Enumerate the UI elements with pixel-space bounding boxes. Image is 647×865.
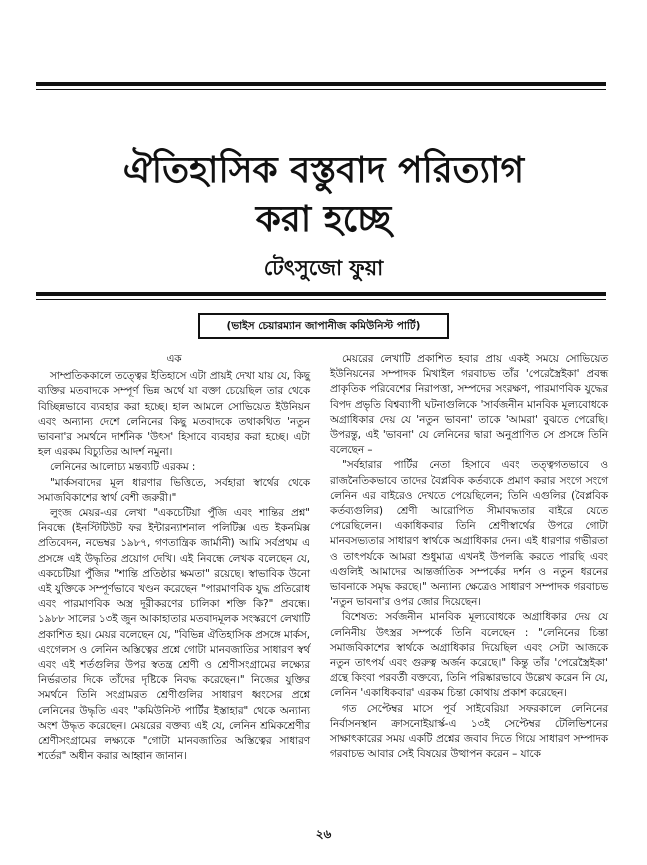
paragraph: সাম্প্রতিককালে তত্ত্বের ইতিহাসে এটা প্রায়ই দেখা যায় যে, কিছু ব্যক্তির মতবাদকে সম্পূর্ণ ভিন্ন অর্থে যা বক্তা চেয়েছিল তার থেকে বিচ্ছিন্নভাবে ব্যবহার করা হচ্ছে। হাল আমলে সোভিয়েত ইউনিয়ন এবং অন্যান্য দেশে লেনিনের কিছু মতবাদকে তথাকথিত 'নতুন ভাবনা'র সমর্থনে দার্শনিক 'উৎস' হিসাবে ব্যবহার করা হচ্ছে। এটা হল এরকম বিচ্যুতির আদর্শ নমুনা। <box>38 370 310 459</box>
middle-rule-thick <box>36 292 606 296</box>
article-title-line-2: করা হচ্ছে <box>255 198 392 240</box>
left-column <box>38 352 310 764</box>
paragraph: গত সেপ্টেম্বর মাসে পূর্ব সাইবেরিয়া সফরকালে লেনিনের নির্বাসনস্থান ক্রাসনোইয়ার্স্ক-এ ১৩ই সেপ্টেম্বর টেলিভিশনের সাক্ষাৎকারের সময় একটি প্রশ্নের জবাব দিতে গিয়ে সাধারণ সম্পাদক গরবাচভ আবার সেই বিষয়ের উত্থাপন করেন – যাকে <box>330 702 608 761</box>
right-column <box>330 352 608 762</box>
author-name: টেৎসুজো ফুয়া <box>263 256 384 280</box>
author-affiliation-box: (ভাইস চেয়ারম্যান জাপানীজ কমিউনিস্ট পার্টি) <box>198 313 449 339</box>
paragraph: বিশেষত: সর্বজনীন মানবিক মূল্যবোধকে অগ্রাধিকার দেয় যে লেনিনীয় উৎস্ত্রর সম্পর্কে তিনি বলেছেন : "লেনিনের চিন্তা সমাজবিকাশের স্বার্থকে অগ্রাধিকার দিয়েছিল এবং সেটা আজকে নতুন তাৎপর্য এবং গুরুত্ব অর্জন করেছে।" কিন্তু তাঁর 'পেরেস্ত্রৈইকা' গ্রন্থে কিংবা পরবর্তী বক্তব্যে, তিনি পরিষ্কারভাবে উল্লেখ করেন নি যে, লেনিন 'একাধিকবার' এরকম চিন্তা কোথায় প্রকাশ করেছেন। <box>330 611 608 700</box>
paragraph: লেনিনের আলোচ্য মন্তব্যটি এরকম : <box>50 461 196 474</box>
page-number: ২৬ <box>315 827 332 841</box>
top-rule-thin <box>36 89 606 90</box>
quote-paragraph: "সর্বহারার পার্টির নেতা হিসাবে এবং তত্ত্বগতভাবে ও রাজনৈতিকভাবে তাদের বৈপ্লবিক কর্তব্যকে প্রমাণ করার সংগে সংগে লেনিন এর বাইরেও দেখতে পেয়েছিলেন; তিনি এগুলির (বৈপ্লবিক কর্তব্যগুলির) শ্রেণী আরোপিত সীমাবদ্ধতার বাইরে যেতে পেরেছিলেন। একাধিকবার তিনি শ্রেণীস্বার্থের উপরে গোটা মানবসভ্যতার সাধারণ স্বার্থকে অগ্রাধিকার দেন। এই ধারণার গভীরতা ও তাৎপর্যকে আমরা শুধুমাত্র এখনই উপলব্ধি করতে পারছি এবং এগুলিই আমাদের আন্তর্জাতিক সম্পর্কের দর্শন ও নতুন ধরনের ভাবনাকে সমৃদ্ধ করছে।" অন্যান্য ক্ষেত্রেও সাধারণ সম্পাদক গরবাচভ 'নতুন ভাবনা'র ওপর জোর দিয়েছেন। <box>330 459 608 609</box>
quote-paragraph: "মার্কসবাদের মূল ধারণার ভিত্তিতে, সর্বহারা স্বার্থের থেকে সমাজবিকাশের স্বার্থ বেশী জরুরী।" <box>38 476 310 504</box>
top-rule-thick <box>36 82 606 86</box>
section-heading: এক <box>166 353 182 365</box>
paragraph: মেয়রের লেখাটি প্রকাশিত হবার প্রায় একই সময়ে সোভিয়েত ইউনিয়নের সম্পাদক মিখাইল গরবাচভ তাঁর 'পেরেস্ত্রৈইকা' প্রবন্ধ প্রাকৃতিক পরিবেশের নিরাপত্তা, সম্পদের সংরক্ষণ, পারমাণবিক যুদ্ধের বিপদ প্রভৃতি বিশ্বব্যাপী ঘটনাগুলিকে 'সার্বজনীন মানবিক মূল্যবোধকে অগ্রাধিকার দেয় যে 'নতুন ভাবনা' তাকে 'আমরা' বুঝতে পেরেছি। উপরন্তু, এই 'ভাবনা' যে লেনিনের দ্বারা অনুপ্রাণিত সে প্রসঙ্গে তিনি বলেছেন – <box>330 353 608 457</box>
middle-rule-thin <box>36 299 606 300</box>
article-title-line-1: ঐতিহাসিক বস্তুবাদ পরিত্যাগ <box>122 149 525 191</box>
paragraph: লুংজ মেয়র-এর লেখা "একচেটিয়া পুঁজি এবং শান্তির প্রশ্ন" নিবন্ধে (ইনস্টিটিউট ফর ইন্টারন্যাশনাল পলিটিক্স এন্ড ইকনমিক্স প্রতিবেদন, নভেম্বর ১৯৮৭, গণতান্ত্রিক জার্মানী) আমি সর্বপ্রথম এ প্রসঙ্গে এই উদ্ধৃতির প্রয়োগ দেখি। এই নিবন্ধে লেখক বলেছেন যে, একচেটিয়া পুঁজির "শান্তি প্রতিষ্ঠার ক্ষমতা" রয়েছে। স্বাভাবিক উনো এই যুক্তিকে সম্পূর্ণভাবে খণ্ডন করেছেন "পারমাণবিক যুদ্ধ প্রতিরোধ এবং পারমাণবিক অস্ত্র দূরীকরণের চালিকা শক্তি কি?" প্রবন্ধে। ১৯৮৮ সালের ১৩ই জুন আকাহাতার মতবাদমূলক সংস্করণে লেখাটি প্রকাশিত হয়। মেয়র বলেছেন যে, "বিভিন্ন ঐতিহাসিক প্রসঙ্গে মার্কস, এংগেলস ও লেনিন অস্তিত্বের প্রশ্নে গোটা মানবজাতির সাধারণ স্বর্থ এবং এই শর্তগুলির উপর স্বতন্ত্র শ্রেণী ও শ্রেণীসংগ্রামের লক্ষ্যের নির্ভরতার দিকে তাঁদের দৃষ্টিকে নিবদ্ধ করেছেন।" নিজের যুক্তির সমর্থনে তিনি সংগ্রামরত শ্রেণীগুলির সাধারণ ধ্বংসের প্রশ্নে লেনিনের উদ্ধৃতি এবং "কমিউনিস্ট পার্টির ইস্তাহার" থেকে অন্যান্য অংশ উদ্ধৃত করেছেন। মেয়রের বক্তব্য এই যে, লেনিন শ্রমিকশ্রেণীর শ্রেণীসংগ্রামের লক্ষ্যকে "গোটা মানবজাতির অস্তিত্বের সাধারণ শর্তের" অধীন করার আহ্বান জানান। <box>38 507 310 763</box>
